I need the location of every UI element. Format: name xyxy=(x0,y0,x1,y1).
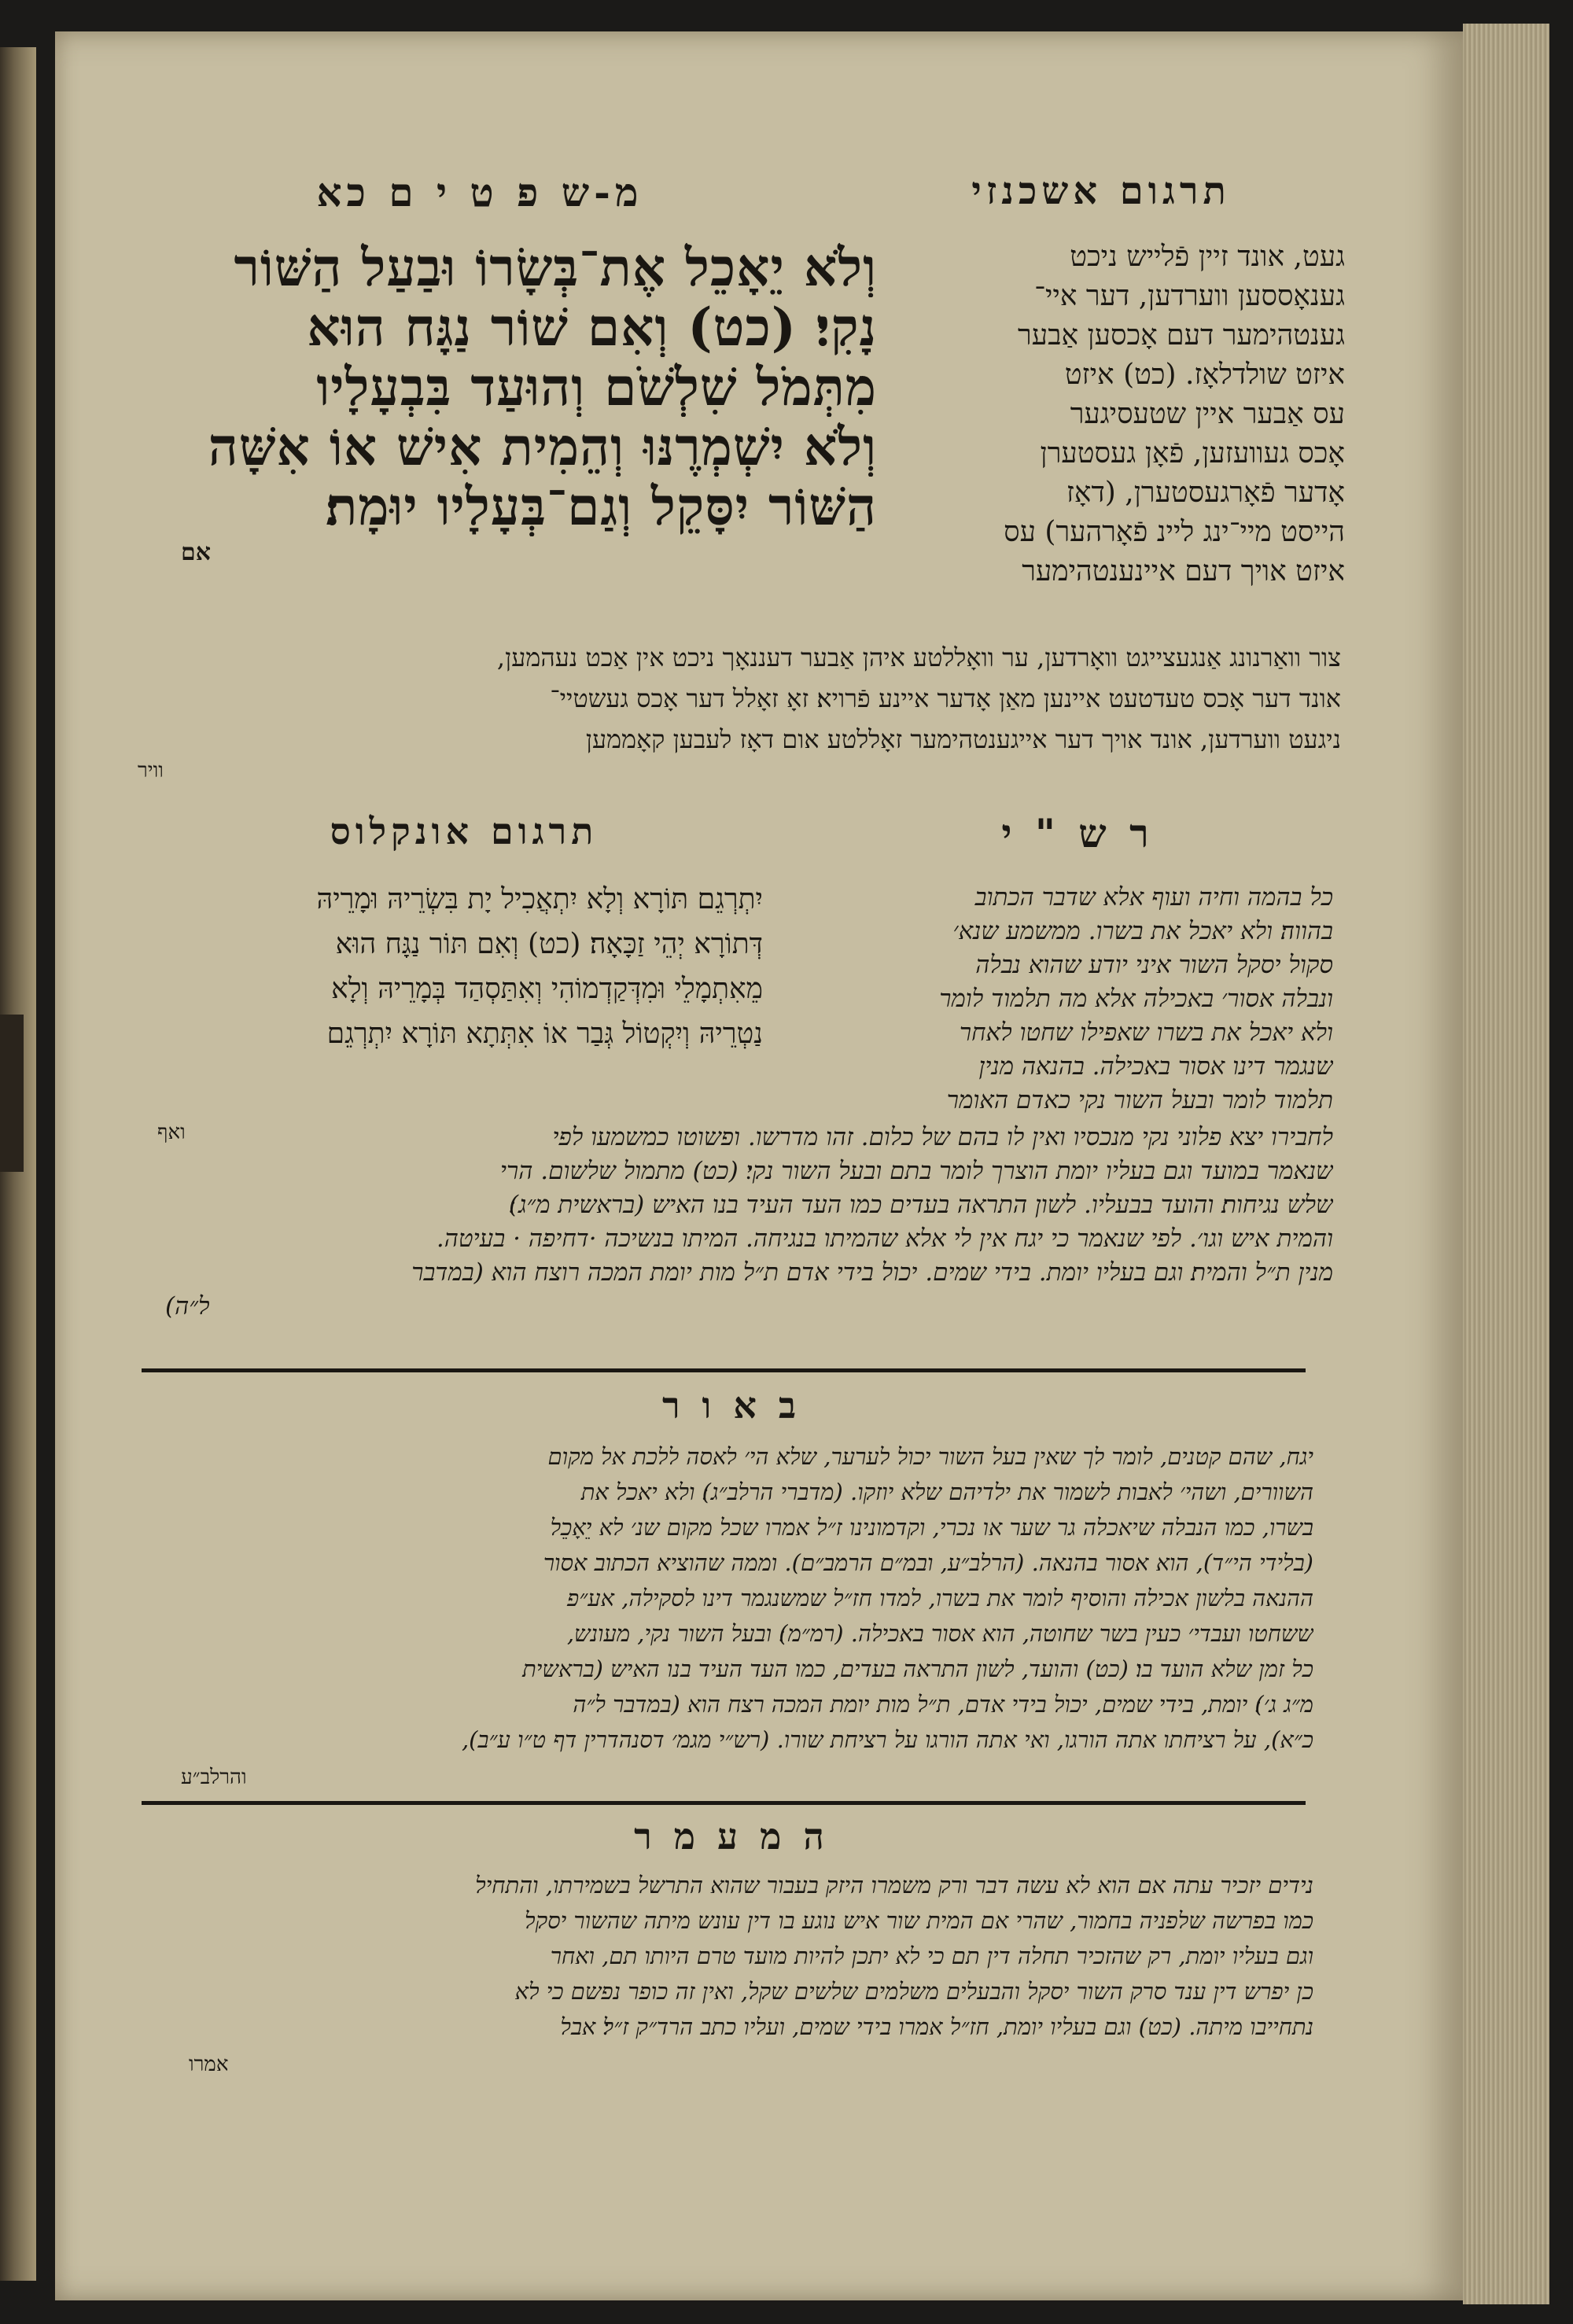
hameamer-line: נידים יזכיר עתה אם הוא לא עשה דבר ורק משמרו היזק בעבור שהוא התרשל בשמירתו, והתחיל xyxy=(475,1872,1313,1899)
targum-line: געט, אונד זיין פֿלייש ניכט xyxy=(1070,241,1345,273)
book-page xyxy=(55,31,1463,2300)
page-stack-edge xyxy=(1463,24,1549,2304)
hameamer-heading: ה מ ע מ ר xyxy=(634,1815,829,1858)
biur-heading: ב א ו ר xyxy=(661,1384,801,1427)
onkelos-catchword: ואף xyxy=(157,1121,186,1144)
biur-column xyxy=(142,1439,1313,1758)
rashi-line: כל בהמה וחיה ועוף אלא שדבר הכתוב xyxy=(974,883,1333,912)
targum-line: גענאָססען ווערדען, דער איי־ xyxy=(1034,280,1345,312)
onkelos-line: נַטְרֵיהּ וְיִקְטוֹל גְּבַר אוֹ אִתְּתָא תּוֹרָא יִתְרְגֵם xyxy=(326,1018,763,1050)
biur-line: ששחטו ועבדי׳ כעין בשר שחוטה, הוא אסור באכילה. (רמ״מ)׃ ובעל השור נקי, מעונש, xyxy=(566,1620,1313,1647)
targum-line: אָדער פֿאָרגעסטערן, (דאָז xyxy=(1066,477,1345,509)
targum-line: אָכס געוועזען, פֿאָן געסטערן xyxy=(1040,437,1345,470)
hameamer-catchword: אמרו xyxy=(189,2053,229,2076)
targum-line: הייסט מיי־ינג ליינ פֿאָרהער) עס xyxy=(1004,516,1345,548)
targum-ashkenazi-column xyxy=(849,238,1345,591)
divider-rule xyxy=(142,1368,1306,1372)
rashi-continuation xyxy=(134,1121,1333,1324)
biur-catchword: והרלב״ע xyxy=(181,1766,247,1789)
rashi-heading: ר ש " י xyxy=(1001,810,1154,856)
targum-wide-line: ניגעט ווערדען, אונד אויך דער אייגענטהימער זאָללטע אום דאָז לעבען קאָממען xyxy=(585,724,1341,754)
targum-line: עס אַבער איין שטעסיגער xyxy=(1070,398,1345,430)
onkelos-line: דְּתוֹרָא יְהֵי זַכָּאָה׃ (כט) וְאִם תּוֹר נַגָּח הוּא xyxy=(335,928,763,960)
binding-shadow xyxy=(0,1015,24,1172)
onkelos-heading: תרגום אונקלוס xyxy=(330,810,599,853)
rashi-wide-line: לחבירו יצא פלוני נקי מנכסיו ואין לו בהם של כלום. זהו מדרשו. ופשוטו כמשמעו לפי xyxy=(552,1123,1333,1151)
rashi-line: תלמוד לומר ובעל השור נקי כאדם האומר xyxy=(946,1086,1333,1114)
onkelos-line: יִתְרְגֵם תּוֹרָא וְלָא יִתְאֲכִיל יָת בִּשְׂרֵיהּ וּמָרֵיהּ xyxy=(316,883,763,915)
rashi-wide-line: והמית איש וגו׳. לפי שנאמר כי יגח אין לי אלא שהמיתו בנגיחה. המיתו בנשיכה ·דחיפה · בעיטה. xyxy=(436,1225,1333,1253)
rashi-line: ונבלה אסור׳ באכילה אלא מה תלמוד לומר xyxy=(939,985,1333,1013)
verse-line: נָקִי׃ (כט) וְאִם שׁוֹר נַגָּח הוּא xyxy=(307,297,877,357)
rashi-line: שנגמר דינו אסור באכילה. בהנאה מנין xyxy=(978,1052,1333,1081)
verse-catchword: אם xyxy=(181,539,211,566)
targum-line: איזט שולדלאָז. (כט) איזט xyxy=(1064,359,1345,391)
rashi-wide-line: ל״ה) xyxy=(165,1292,210,1320)
rashi-wide-line: מנין ת״ל והמית׃ וגם בעליו יומת. בידי שמים. יכול בידי אדם ת״ל מות יומת המכה רוצח הוא (במדבר xyxy=(411,1258,1333,1287)
rashi-line: סקול יסקל השור איני יודע שהוא נבלה xyxy=(975,951,1333,979)
targum-ashkenazi-heading: תרגום אשכנזי xyxy=(971,169,1231,213)
targum-line: איזט אויך דעם איינענטהימער xyxy=(1022,555,1345,587)
divider-rule xyxy=(142,1801,1306,1805)
targum-catchword: וויר xyxy=(138,759,164,783)
biur-line: מ״ג ג׳)׃ יומת, בידי שמים, יכול בידי אדם, ת״ל מות יומת המכה רצח הוא (במדבר ל״ה xyxy=(573,1691,1313,1718)
verse-header: מ-ש פ ט י ם כא xyxy=(316,169,643,215)
biur-line: כל זמן שלא הועד בו׃ (כט) והועד, לשון התראה בעדים, כמו העד העיד בנו האיש (בראשית xyxy=(522,1656,1313,1682)
verse-line: הַשּׁוֹר יִסָּקֵל וְגַם־בְּעָלָיו יוּמָת׃ xyxy=(325,477,877,536)
onkelos-column xyxy=(134,877,763,1056)
targum-wide-line: אונד דער אָכס טעדטעט איינען מאַן אָדער איינע פֿרויא׃ זאָ זאָלל דער אָכס געשטיי־ xyxy=(550,683,1341,713)
hameamer-column xyxy=(142,1868,1313,2045)
targum-wide-line: צור וואַרנונג אַנגעצייגט וואָרדען, ער וואָללטע איהן אַבער דעננאָך ניכט אין אַכט נעהמען, xyxy=(496,643,1341,672)
rashi-wide-line: שנאמר במועד וגם בעליו יומת הוצרך לומר בתם ובעל השור נקי׃ (כט) מתמול שלשום. הרי xyxy=(499,1157,1333,1185)
biur-line: (בלידי הי״ד), הוא אסור בהנאה. (הרלב״ע, ובמ״ם הרמב״ם). וממה שהוציא הכתוב אסור xyxy=(543,1549,1313,1576)
biur-line: ההנאה בלשון אכילה והוסיף לומר את בשרו, למדו חז״ל שמשנגמר דינו לסקילה, אע״פ xyxy=(567,1585,1313,1611)
rashi-wide-line: שלש נגיחות׃ והועד בבעליו. לשון התראה בעדים כמו העד העיד בנו האיש (בראשית מ״ג)׃ xyxy=(509,1191,1333,1219)
biur-line: השוורים, ושהי׳ לאבות לשמור את ילדיהם שלא יוזקו. (מדברי הרלב״ג)׃ ולא יאכל את xyxy=(580,1479,1313,1505)
targum-ashkenazi-continuation xyxy=(138,637,1341,760)
targum-line: גענטהימער דעם אָכסען אַבער xyxy=(1018,319,1345,352)
rashi-line: ולא יאכל את בשרו שאפילו שחטו לאחר xyxy=(959,1018,1333,1047)
hameamer-line: כמו בפרשה שלפניה בחמור, שהרי אם המית שור איש נוגע בו דין עונש מיתה שהשור יסקל xyxy=(525,1907,1313,1934)
biur-line: בשרו, כמו הנבלה שיאכלה גר שער או נכרי, וקדמונינו ז״ל אמרו שכל מקום שנ׳ לא יֵאָכֵל xyxy=(550,1514,1313,1541)
biur-line: יגח, שהם קטנים, לומר לך שאין בעל השור יכול לערער, שלא הי׳ לאסה ללכת אל מקום xyxy=(547,1443,1313,1470)
hameamer-line: נתחייבו מיתה. (כט) וגם בעליו יומת, חז״ל אמרו בידי שמים, ועליו כתב הרד״ק ז״ל׃ אבל xyxy=(560,2013,1313,2040)
hameamer-line: וגם בעליו יומת, רק שהזכיר תחלה דין תם כי לא יתכן להיות מועד טרם היותו תם, ואחר xyxy=(550,1943,1313,1969)
verse-line: מִתְּמֹל שִׁלְשֹׁם וְהוּעַד בִּבְעָלָיו xyxy=(316,357,877,417)
biur-line: כ״א), על רציחתו אתה הורגו, ואי אתה הורגו על רציחת שורו. (רש״י מגמ׳ דסנהדרין דף ט״ו ע״ב), xyxy=(461,1726,1313,1753)
rashi-line: בהווה׃ ולא יאכל את בשרו. ממשמע שנא׳ xyxy=(952,917,1333,945)
onkelos-line: מֵאִתְמָלֵי וּמִדְּקַדְמוֹהִי וְאִתַּסְהַד בְּמָרֵיהּ וְלָא xyxy=(331,973,763,1005)
hameamer-line: כן יפרש דין ענד סרק השור יסקל והבעלים משלמים שלשים שקל, ואין זה כופר נפשם כי לא xyxy=(514,1978,1313,2005)
verse-line: וְלֹא יִשְׁמְרֶנּוּ וְהֵמִית אִישׁ אוֹ אִשָּׁה xyxy=(208,417,877,477)
verse-line: וְלֹא יֵאָכֵל אֶת־בְּשָׂרוֹ וּבַעַל הַשּׁוֹר xyxy=(234,238,877,297)
rashi-column xyxy=(767,881,1333,1118)
verse-text xyxy=(122,238,877,536)
